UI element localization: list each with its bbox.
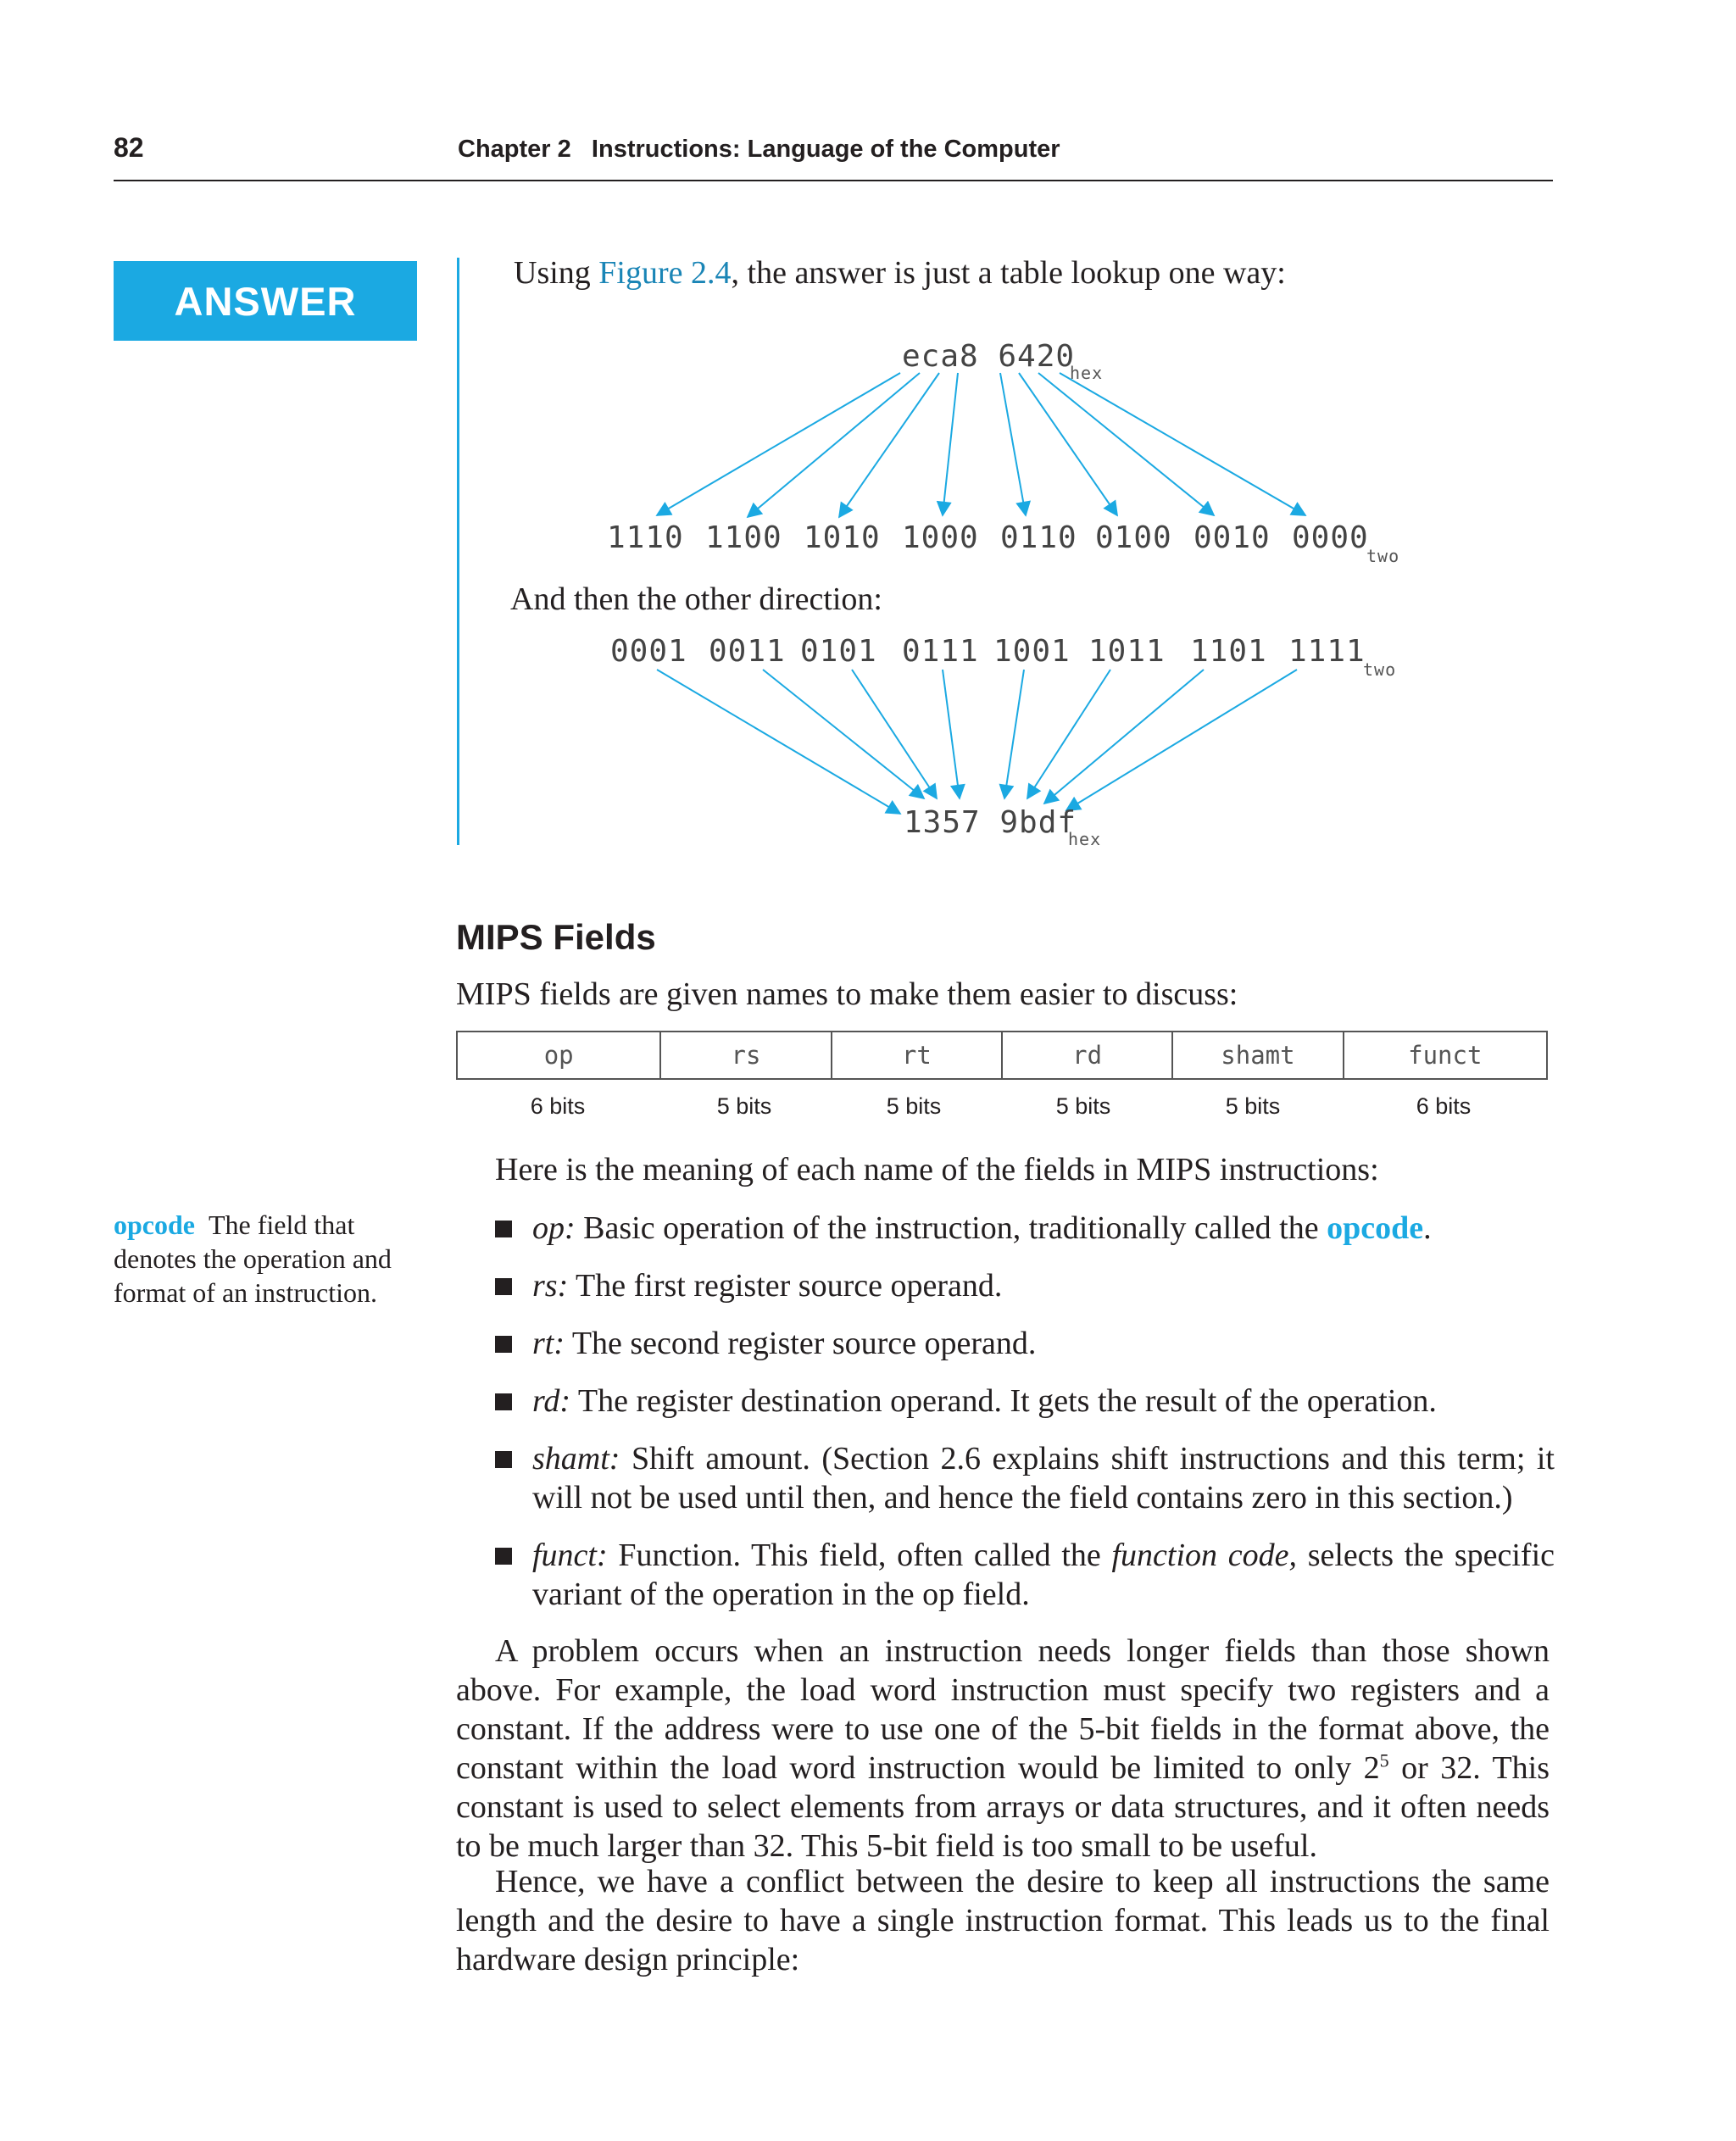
binary-group-7b: 1101 [1190,634,1267,669]
bullet-term: rt: [532,1326,565,1361]
hex-value-top: eca8 6420 [902,339,1076,374]
mips-field-table [456,1031,1548,1080]
bullet-term: rs: [532,1268,569,1304]
field-rt: rt [832,1032,1002,1079]
answer-label: ANSWER [114,261,417,341]
arrow-2-4 [943,670,960,798]
binary-group-6a: 0100 [1095,520,1172,555]
binary-group-8a: 0000 [1292,520,1369,555]
binary-group-2b: 0011 [709,634,786,669]
binary-group-5a: 0110 [1000,520,1077,555]
hex-subscript-bottom: hex [1068,829,1102,849]
arrow-2-5 [1004,670,1024,798]
bullet-text: The register destination operand. It gets the result of the operation. [570,1383,1437,1419]
margin-definition-text: The field that denotes the operation and format of an instruction. [114,1210,392,1308]
bullet-text: The first register source operand. [568,1268,1003,1304]
meaning-intro: Here is the meaning of each name of the fields in MIPS instructions: [495,1152,1379,1187]
field-funct: funct [1344,1032,1547,1079]
bullet-term: rd: [532,1383,571,1419]
page-number: 82 [114,132,144,163]
arrow-1-4 [943,373,958,515]
intro-post: , the answer is just a table lookup one way: [731,255,1286,291]
bullet-square [495,1393,512,1410]
arrow-1-7 [1038,373,1214,515]
margin-term: opcode [114,1210,195,1240]
field-op: op [457,1032,660,1079]
opcode-term: opcode [1327,1210,1424,1246]
bullet-term: shamt: [532,1441,620,1476]
paragraph-1-text-cont: or 32. This constant is used to select elements from arrays or data structures, and it often needs to be much larger than 32. This 5-bit field is too small to be useful. [456,1750,1550,1864]
field-row [457,1032,1547,1079]
arrow-2-6 [1027,670,1110,798]
intro-pre: Using [514,255,599,291]
arrow-2-3 [852,670,937,798]
bullet-term: funct: [532,1538,608,1573]
bullet-term: op: [532,1210,576,1246]
bits-op: 6 bits [530,1093,586,1119]
bullet-square [495,1221,512,1237]
section-title: MIPS Fields [456,917,656,957]
paragraph-2-text: Hence, we have a conflict between the desire to keep all instructions the same length and the desire to have a single instruction format. This leads us to the final hardware design principle: [456,1864,1550,1977]
binary-group-4a: 1000 [902,520,979,555]
hex-value-bottom: 1357 9bdf [904,805,1077,840]
bullet-tail: selects the specific variant of the operation in the op field. [532,1538,1555,1612]
arrow-1-1 [657,373,900,515]
bullet-text: Shift amount. (Section 2.6 explains shift instructions and this term; it will not be used until then, and hence the field contains zero in this section.) [532,1441,1555,1515]
arrow-1-6 [1019,373,1117,515]
bullet-text: The second register source operand. [565,1326,1037,1361]
bullet-italic: function code, [1111,1538,1297,1573]
bullet-square [495,1278,512,1295]
binary-group-3b: 0101 [800,634,877,669]
bits-rs: 5 bits [716,1093,772,1119]
hex-subscript-top: hex [1070,363,1104,383]
field-shamt: shamt [1172,1032,1343,1079]
arrow-1-8 [1060,373,1305,515]
binary-subscript-bottom: two [1363,659,1397,680]
arrow-2-8 [1066,670,1297,810]
binary-group-1b: 0001 [610,634,687,669]
binary-group-5b: 1001 [993,634,1071,669]
field-rs: rs [660,1032,831,1079]
bullet-text: Function. This field, often called the [607,1538,1112,1573]
binary-group-4b: 0111 [902,634,979,669]
paragraph-2 [456,1862,1550,1979]
binary-group-8b: 1111 [1288,634,1366,669]
binary-group-2a: 1100 [705,520,782,555]
paragraph-1-text: A problem occurs when an instruction needs longer fields than those shown above. For example, the load word instruction must specify two registers and a constant. If the address were to use one of the 5-bit fields in the format above, the constant within the load word instruction would be limited to only 2 [456,1633,1550,1786]
bits-rd: 5 bits [1055,1093,1111,1119]
section-intro: MIPS fields are given names to make them easier to discuss: [456,976,1238,1012]
exponent: 5 [1379,1749,1389,1771]
binary-group-6b: 1011 [1088,634,1166,669]
binary-group-7a: 0010 [1194,520,1271,555]
arrow-1-5 [1000,373,1026,515]
bits-funct: 6 bits [1416,1093,1472,1119]
paragraph-1 [456,1632,1550,1866]
binary-group-1a: 1110 [607,520,684,555]
arrow-2-1 [657,670,900,814]
field-rd: rd [1002,1032,1172,1079]
bullet-text: Basic operation of the instruction, traditionally called the [575,1210,1327,1246]
other-direction-text: And then the other direction: [510,581,882,617]
figure-link[interactable]: Figure 2.4 [598,255,732,291]
bullet-square [495,1451,512,1468]
binary-group-3a: 1010 [804,520,881,555]
bits-shamt: 5 bits [1225,1093,1281,1119]
bullet-square [495,1548,512,1565]
bullet-square [495,1336,512,1353]
bits-rt: 5 bits [886,1093,942,1119]
binary-subscript-top: two [1366,546,1400,566]
hex-binary-diagram [0,0,1736,865]
margin-definition [114,1208,427,1310]
arrow-1-2 [748,373,920,517]
bullet-tail: . [1423,1210,1432,1246]
arrow-1-3 [839,373,939,517]
running-head: Chapter 2 Instructions: Language of the Computer [458,136,1060,163]
